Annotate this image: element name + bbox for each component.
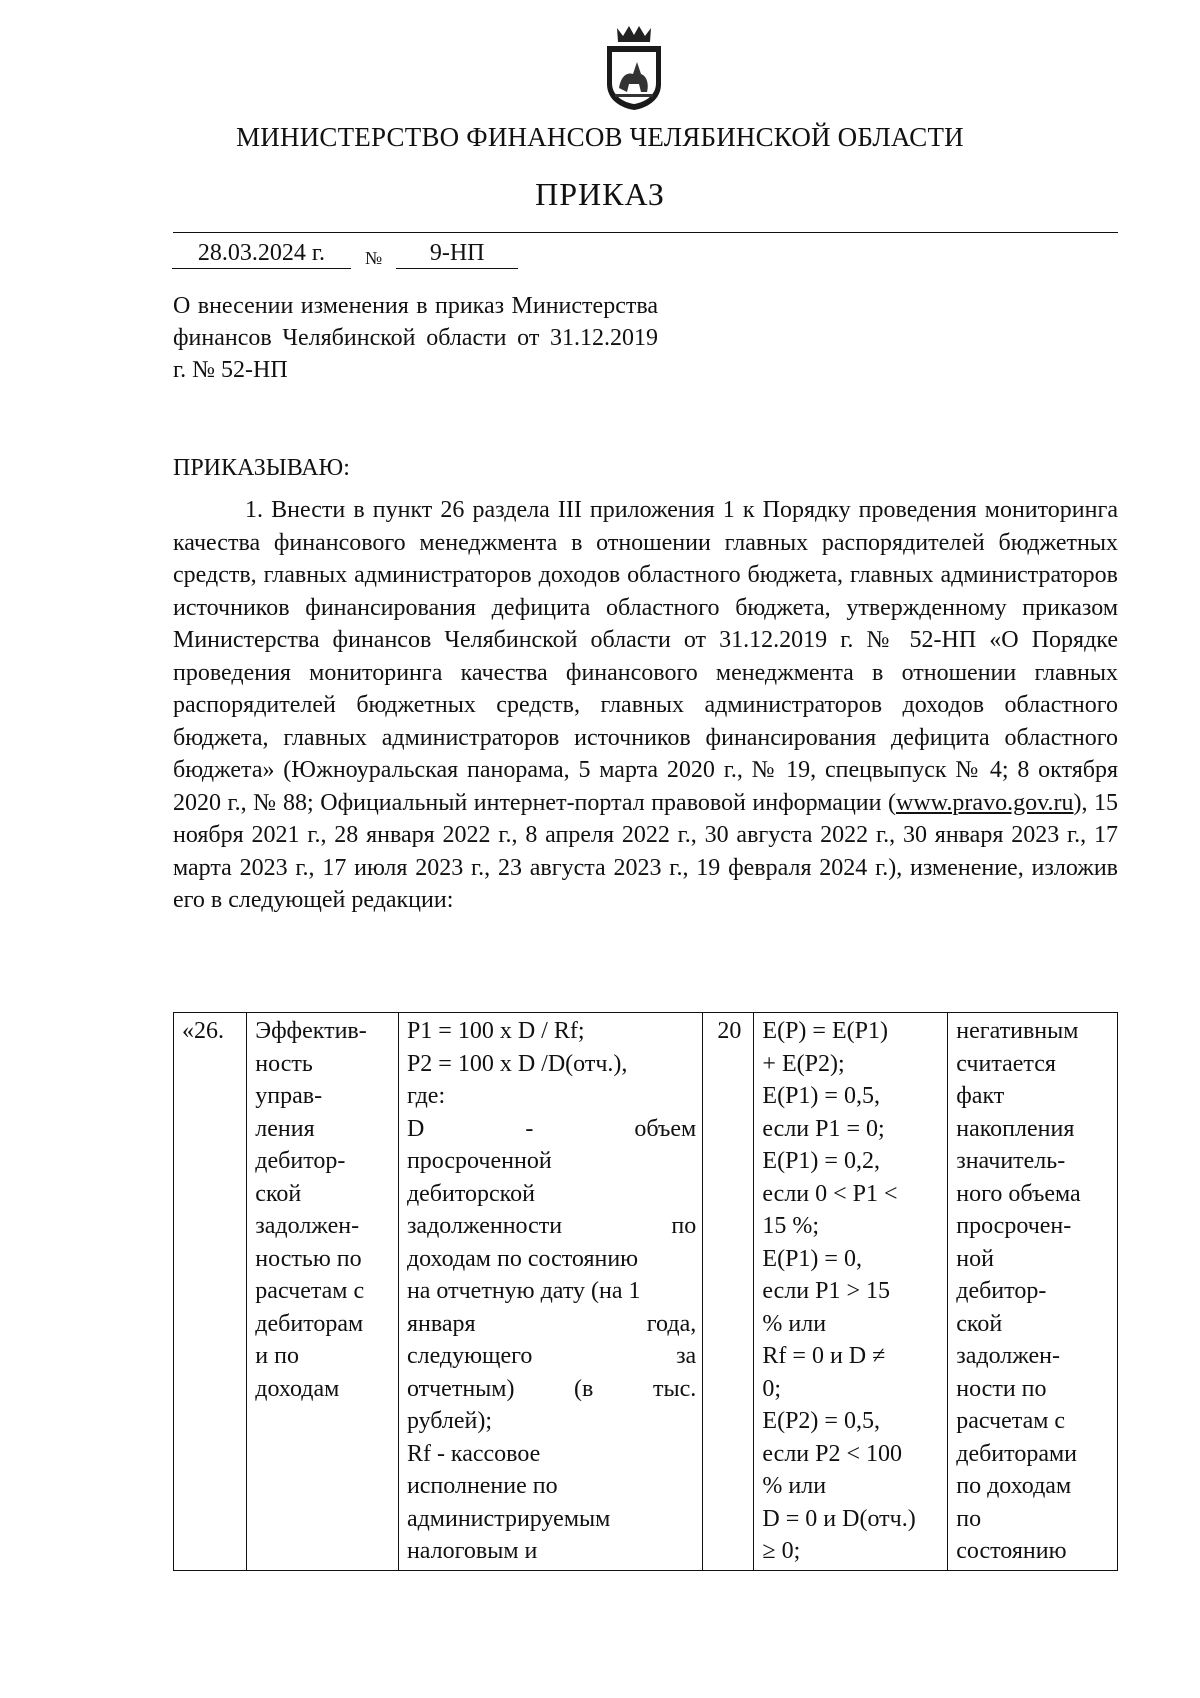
text-line: считается xyxy=(956,1050,1056,1077)
text-line xyxy=(407,1373,696,1406)
order-date-number xyxy=(172,240,518,269)
cell-evaluation xyxy=(754,1013,948,1571)
text-line: расчетам с xyxy=(255,1278,365,1304)
text-line: ской xyxy=(956,1310,1003,1337)
text-line: если P1 = 0; xyxy=(762,1115,885,1142)
text-line: исполнение по xyxy=(406,1473,558,1499)
word: следующего xyxy=(406,1343,533,1369)
text-line: управ- xyxy=(255,1083,323,1109)
number-sign: № xyxy=(365,248,383,268)
cell-indicator-name xyxy=(247,1013,399,1571)
text-line xyxy=(407,1340,696,1373)
text-line: ления xyxy=(255,1115,315,1142)
word: тыс. xyxy=(652,1375,697,1402)
cell-number xyxy=(174,1013,247,1571)
order-subject: О внесении изменения в приказ Министерства финансов Челябинской области от 31.12.2019 г. № 52-НП xyxy=(173,293,658,383)
text-line xyxy=(407,1210,696,1243)
word: января xyxy=(406,1310,476,1337)
text-line: ≥ 0; xyxy=(762,1538,801,1564)
text-line: 15 %; xyxy=(762,1213,820,1239)
text-line: % или xyxy=(762,1473,827,1499)
text-line: расчетам с xyxy=(956,1408,1066,1434)
text-line: дебитор- xyxy=(255,1148,346,1174)
text-line: Rf = 0 и D ≠ xyxy=(762,1343,886,1369)
text-line: E(P1) = 0, xyxy=(762,1245,862,1272)
text-line: задолжен- xyxy=(255,1213,360,1239)
text-line: ской xyxy=(255,1180,302,1207)
text-line: ной xyxy=(956,1245,994,1272)
word: (в xyxy=(574,1375,594,1402)
pravo-link[interactable]: www.pravo.gov.ru xyxy=(895,789,1074,816)
text-line: E(P1) = 0,2, xyxy=(762,1148,880,1174)
text-line: ностью по xyxy=(255,1245,362,1272)
text-line: администрируемым xyxy=(406,1505,611,1532)
indicator-table xyxy=(173,1012,1118,1571)
text-line: дебиторами xyxy=(956,1440,1078,1467)
formula-p1: P1 = 100 x D / Rf; xyxy=(406,1018,585,1044)
cell-number-text: «26. xyxy=(182,1018,224,1044)
text-line: Эффектив- xyxy=(255,1018,367,1044)
text-line: задолжен- xyxy=(956,1343,1060,1369)
cell-interpretation xyxy=(948,1013,1118,1571)
text-line: доходам xyxy=(255,1375,340,1402)
paragraph-1-text-a: 1. Внести в пункт 26 раздела III приложения 1 к Порядку проведения мониторинга качества финансового менеджмента в отношении главных распорядителей бюджетных средств, главных администраторов доходов областного бюджета, главных администраторов источников финансирования дефицита областного бюджета, утвержденному приказом Министерства финансов Челябинской области от 31.12.2019 г. № 52-НП «О Порядке проведения мониторинга качества финансового менеджмента в отношении главных распорядителей бюджетных средств, главных администраторов доходов областного бюджета, главных администраторов источников финансирования дефицита областного бюджета» (Южноуральская панорама, 5 марта 2020 г., № 19, спецвыпуск № 4; 8 октября 2020 г., № 88; Официальный интернет-портал правовой информации ( xyxy=(173,497,1118,816)
word: по xyxy=(671,1213,697,1239)
paragraph-1 xyxy=(173,494,1118,917)
document-type: ПРИКАЗ xyxy=(535,176,665,212)
word: объем xyxy=(634,1115,697,1142)
text-line: и по xyxy=(255,1343,299,1369)
header-divider xyxy=(173,232,1118,233)
coat-of-arms-emblem xyxy=(603,22,665,112)
text-line: ности по xyxy=(956,1375,1047,1402)
word: задолженности xyxy=(406,1213,563,1239)
text-line: если 0 < P1 < xyxy=(762,1180,898,1207)
text-line: + E(P2); xyxy=(762,1050,845,1077)
text-line: ного объема xyxy=(956,1180,1081,1207)
text-line: состоянию xyxy=(956,1538,1067,1564)
text-line: E(P2) = 0,5, xyxy=(762,1408,880,1434)
cell-weight xyxy=(703,1013,754,1571)
word: отчетным) xyxy=(406,1375,515,1402)
text-line: просрочен- xyxy=(956,1213,1072,1239)
text-line: E(P1) = 0,5, xyxy=(762,1083,880,1109)
text-line xyxy=(407,1308,696,1341)
text-line: дебиторской xyxy=(406,1180,535,1207)
text-line: E(P) = E(P1) xyxy=(762,1018,888,1044)
text-line: D = 0 и D(отч.) xyxy=(762,1505,916,1532)
text-line: если P2 < 100 xyxy=(762,1440,903,1467)
text-line: факт xyxy=(956,1083,1005,1109)
word: года, xyxy=(646,1310,697,1337)
text-line: если P1 > 15 xyxy=(762,1278,891,1304)
text-line: налоговым и xyxy=(406,1538,538,1564)
word: - xyxy=(525,1115,534,1142)
text-line: накопления xyxy=(956,1115,1075,1142)
text-line: дебиторам xyxy=(255,1310,364,1337)
ministry-title: МИНИСТЕРСТВО ФИНАНСОВ ЧЕЛЯБИНСКОЙ ОБЛАСТИ xyxy=(236,122,964,152)
text-line: рублей); xyxy=(406,1408,493,1434)
cell-formula xyxy=(398,1013,702,1571)
word: D xyxy=(406,1115,425,1142)
text-line: по xyxy=(956,1505,982,1532)
text-line: значитель- xyxy=(956,1148,1066,1174)
order-date: 28.03.2024 г. xyxy=(172,240,351,269)
text-line: просроченной xyxy=(406,1148,552,1174)
order-number: 9-НП xyxy=(396,240,518,269)
text-line: % или xyxy=(762,1310,827,1337)
text-line: негативным xyxy=(956,1018,1079,1044)
table-row xyxy=(174,1013,1118,1571)
text-line xyxy=(407,1113,696,1146)
text-line: ность xyxy=(255,1050,313,1077)
word: за xyxy=(676,1343,697,1369)
order-directive: ПРИКАЗЫВАЮ: xyxy=(173,455,350,481)
text-line: Rf - кассовое xyxy=(406,1440,541,1467)
text-line: 0; xyxy=(762,1375,782,1402)
text-line: доходам по состоянию xyxy=(406,1245,639,1272)
formula-p2: P2 = 100 x D /D(отч.), xyxy=(406,1050,628,1077)
text-line: по доходам xyxy=(956,1473,1072,1499)
text-line: на отчетную дату (на 1 xyxy=(406,1278,641,1304)
text-line: где: xyxy=(406,1083,446,1109)
text-line: дебитор- xyxy=(956,1278,1047,1304)
paragraph-1-text-b: ), 15 ноября 2021 г., 28 января 2022 г., 8 апреля 2022 г., 30 августа 2022 г., 30 января 2023 г., 17 марта 2023 г., 17 июля 2023 г., 23 августа 2023 г., 19 февраля 2024 г.), изменение, изложив его в следующей редакции: xyxy=(173,789,1118,913)
weight-value: 20 xyxy=(717,1018,742,1044)
